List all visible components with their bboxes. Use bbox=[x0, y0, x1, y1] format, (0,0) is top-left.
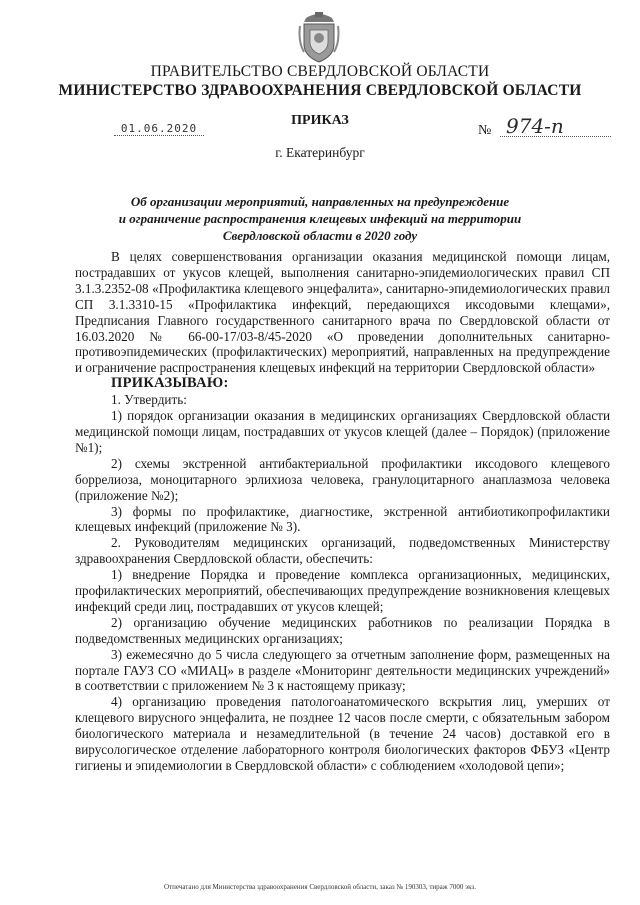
order-command: ПРИКАЗЫВАЮ: bbox=[111, 375, 229, 392]
clause-2-item-3: 3) ежемесячно до 5 числа следующего за отчетным заполнение форм, размещенных на портале ГАУЗ СО «МИАЦ» в разделе «Мониторинг деятельности медицинских учреждений» в соответствии с приложением № 3 к настоящему приказу; bbox=[75, 646, 610, 694]
clause-2-item-4: 4) организацию проведения патологоанатомического вскрытия лиц, умерших от клещевого вирусного энцефалита, не позднее 12 часов после смерти, с обязательным забором биологического материала и незамедлительной (в течение 24 часов) доставкой его в вирусологическое отделение лабораторного контроля биологических факторов ФБУЗ «Центр гигиены и эпидемиологии в Свердловской области» с соблюдением «холодовой цепи»; bbox=[75, 694, 610, 773]
subject-line: и ограничение распространения клещевых инфекций на территории bbox=[118, 211, 522, 226]
order-subject bbox=[110, 193, 530, 244]
clause-2-item-2: 2) организацию обучение медицинских работников по реализации Порядка в подведомственных медицинских организациях; bbox=[75, 614, 610, 646]
ministry-title: МИНИСТЕРСТВО ЗДРАВООХРАНЕНИЯ СВЕРДЛОВСКОЙ ОБЛАСТИ bbox=[58, 82, 582, 99]
subject-line: Об организации мероприятий, направленных на предупреждение bbox=[130, 194, 510, 209]
clause-1: 1. Утвердить: bbox=[111, 392, 187, 408]
print-footer: Отпечатано для Министерства здравоохранения Свердловской области, заказ № 190303, тираж 7000 экз. bbox=[164, 883, 476, 891]
clause-1-item-3: 3) формы по профилактике, диагностике, экстренной антибиотикопрофилактики клещевых инфекций (приложение № 3). bbox=[75, 503, 610, 535]
order-body bbox=[75, 249, 610, 774]
clause-2: 2. Руководителям медицинских организаций, подведомственных Министерству здравоохранения Свердловской области, обеспечить: bbox=[75, 535, 610, 567]
order-number-label: № bbox=[478, 123, 492, 138]
order-number-value: 974-п bbox=[500, 116, 611, 137]
coat-of-arms-emblem bbox=[298, 8, 340, 64]
clause-1-item-1: 1) порядок организации оказания в медицинских организациях Свердловской области медицинской помощи лицам, пострадавших от укусов клещей (далее – Порядок) (приложение №1); bbox=[75, 408, 610, 455]
clause-1-item-2: 2) схемы экстренной антибактериальной профилактики иксодового клещевого боррелиоза, моноцитарного эрлихиоза человека, гранулоцитарного анаплазмоза человека (приложение №2); bbox=[75, 455, 610, 503]
order-date: 01.06.2020 bbox=[114, 122, 204, 136]
preamble-paragraph: В целях совершенствования организации оказания медицинской помощи лицам, пострадавших от укусов клещей, выполнения санитарно-эпидемиологических правил СП 3.1.3.2352-08 «Профилактика клещевого энцефалита», санитарно-эпидемиологических правил СП 3.1.3310-15 «Профилактика инфекций, передающихся иксодовыми клещами», Предписания Главного государственного санитарного врача по Свердловской области от 16.03.2020 № 66-00-17/03-8/45-2020 «О проведении дополнительных санитарно-противоэпидемических (профилактических) мероприятий, направленных на предупреждение и ограничение распространения клещевых инфекций на территории Свердловской области» bbox=[75, 249, 610, 376]
document-type-title: ПРИКАЗ bbox=[291, 113, 349, 128]
clause-2-item-1: 1) внедрение Порядка и проведение комплекса организационных, медицинских, профилактических мероприятий, обеспечивающих предупреждение возникновения клещевых инфекций среди лиц, пострадавших от укусов клещей; bbox=[75, 567, 610, 614]
city-line: г. Екатеринбург bbox=[275, 145, 365, 160]
government-title: ПРАВИТЕЛЬСТВО СВЕРДЛОВСКОЙ ОБЛАСТИ bbox=[150, 63, 490, 80]
subject-line: Свердловской области в 2020 году bbox=[222, 228, 418, 243]
